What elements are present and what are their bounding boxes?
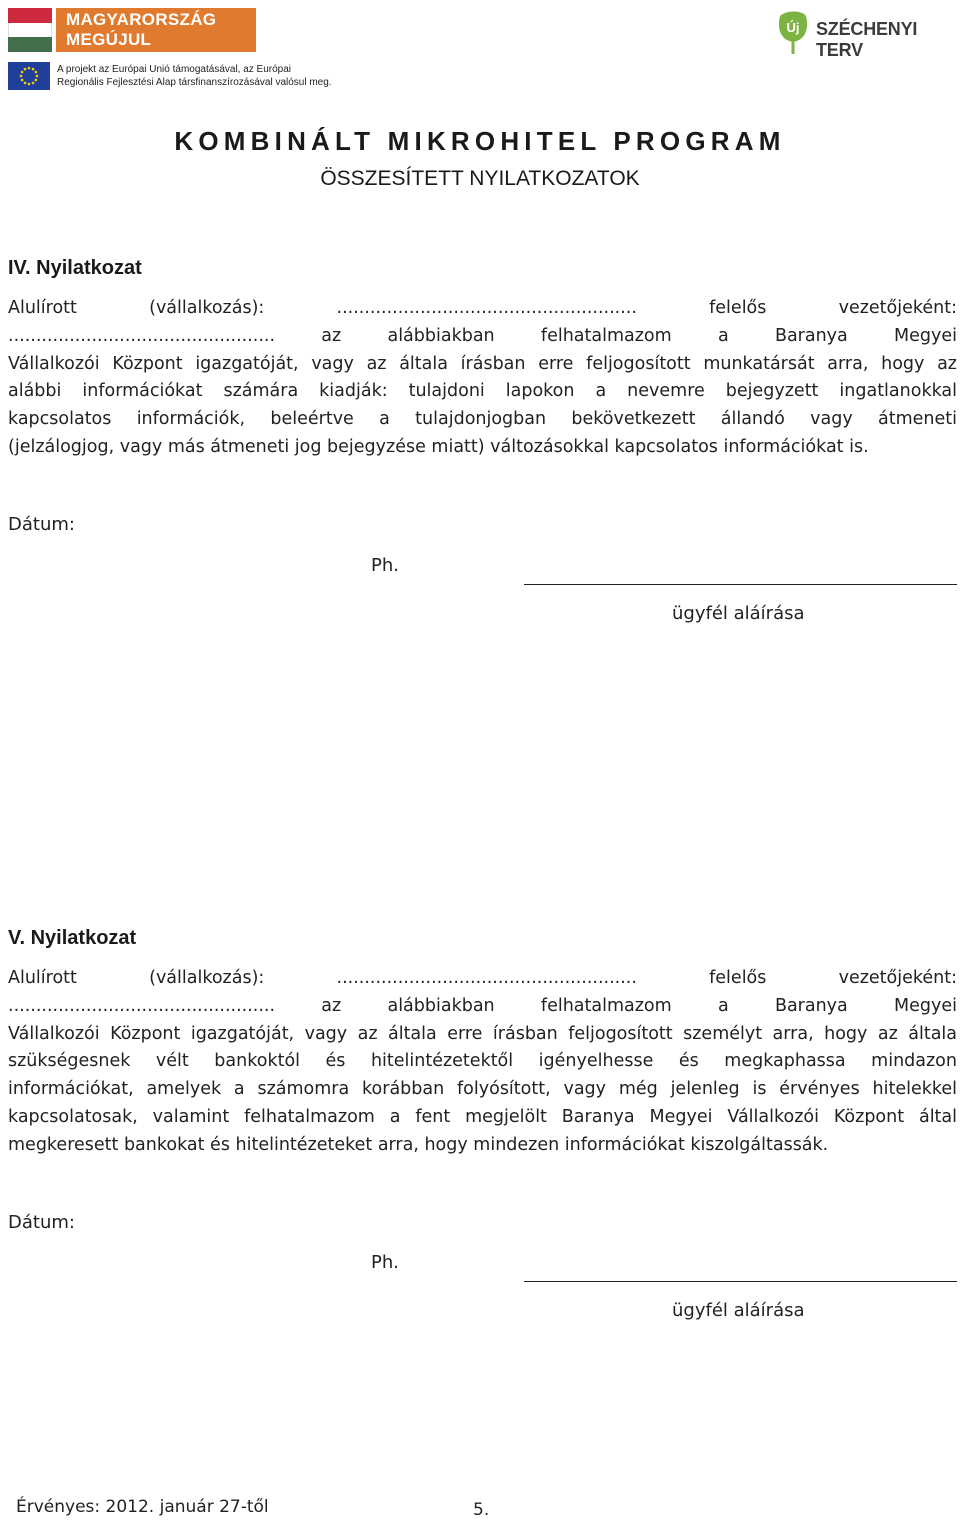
page-number: 5. <box>473 1500 490 1520</box>
section-iv-date-label: Dátum: <box>8 514 75 535</box>
eu-note-line-1: A projekt az Európai Unió támogatásával, az Európai <box>57 64 292 75</box>
section-iv-heading: IV. Nyilatkozat <box>8 257 142 279</box>
section-iv-line: alábbi információkat számára kiadják: tulajdoni lapokon a nevemre bejegyzett ingatlanokkal <box>8 381 957 402</box>
section-v-line: Alulírott (vállalkozás): ...................................................... felelős vezetőjeként: <box>8 968 957 988</box>
section-v-heading: V. Nyilatkozat <box>8 927 137 949</box>
szechenyi-text: SZÉCHENYI TERV <box>816 19 918 60</box>
eu-funding-note <box>57 63 332 89</box>
section-v-line: Vállalkozói Központ igazgatóját, vagy az általa erre írásban feljogosított személyt arra, hogy az általa <box>8 1023 957 1044</box>
section-v-signature-line <box>524 1281 957 1282</box>
section-iv-signature-label: ügyfél aláírása <box>672 603 805 624</box>
eu-note-line-2: Regionális Fejlesztési Alap társfinanszírozásával valósul meg. <box>57 77 332 88</box>
szechenyi-leaf-icon <box>776 8 810 56</box>
section-iv-line: (jelzálogjog, vagy más átmeneti jog bejegyzése miatt) változásokkal kapcsolatos információkat is. <box>8 436 869 457</box>
section-iv-text <box>8 295 957 462</box>
szechenyi-terv-logo <box>776 8 952 60</box>
section-v-signature-label: ügyfél aláírása <box>672 1300 805 1321</box>
section-iv-line: Alulírott (vállalkozás): ...................................................... felelős vezetőjeként: <box>8 298 957 318</box>
section-v-line: ................................................ az alábbiakban felhatalmazom a Baranya Megyei <box>8 995 957 1016</box>
section-iv-stamp-label: Ph. <box>371 555 399 576</box>
magyarorszag-megujul-logo <box>56 8 256 52</box>
section-v-line: információkat, amelyek a számomra korábban folyósított, vagy még jelenleg is érvényes hitelekkel <box>8 1079 957 1100</box>
hungarian-flag-icon <box>8 8 52 52</box>
section-v-line: megkeresett bankokat és hitelintézeteket arra, hogy mindezen információkat kiszolgáltassák. <box>8 1134 829 1155</box>
section-iv-signature-line <box>524 584 957 585</box>
document-title: KOMBINÁLT MIKROHITEL PROGRAM <box>174 126 786 156</box>
document-subtitle: ÖSSZESÍTETT NYILATKOZATOK <box>320 167 640 190</box>
validity-date: Érvényes: 2012. január 27-től <box>16 1497 269 1517</box>
section-iv-line: ................................................ az alábbiakban felhatalmazom a Baranya Megyei <box>8 325 957 346</box>
section-iv-line: Vállalkozói Központ igazgatóját, vagy az általa írásban erre feljogosított munkatársát arra, hogy az <box>8 353 957 374</box>
eu-flag-icon <box>8 62 50 90</box>
section-v-date-label: Dátum: <box>8 1212 75 1233</box>
section-v-line: szükségesnek vélt bankoktól és hitelintézetektől igényelhesse és megkaphassa mindazon <box>8 1051 957 1072</box>
section-v-line: kapcsolatosak, valamint felhatalmazom a fent megjelölt Baranya Megyei Vállalkozói Központ által <box>8 1106 957 1127</box>
banner-text: MAGYARORSZÁG MEGÚJUL <box>66 10 217 49</box>
section-v-stamp-label: Ph. <box>371 1252 399 1273</box>
section-v-text <box>8 965 957 1160</box>
szechenyi-icon-text: Új <box>786 20 800 35</box>
section-iv-line: kapcsolatos információk, beleértve a tulajdonjogban bekövetkezett állandó vagy átmeneti <box>8 409 957 430</box>
